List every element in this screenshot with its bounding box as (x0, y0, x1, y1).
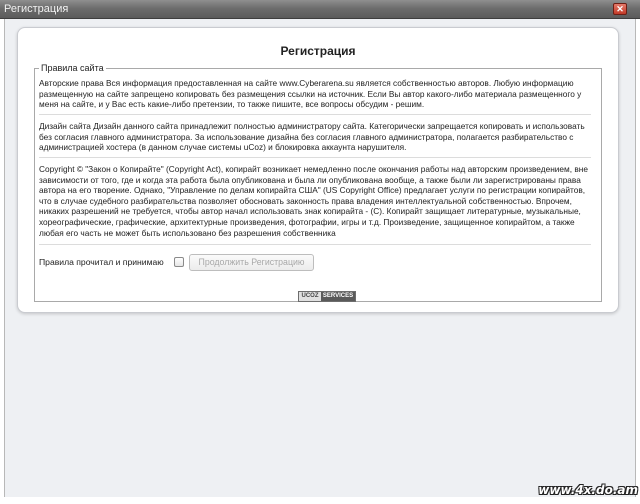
watermark: www.4x.do.am (538, 483, 638, 497)
title-bar[interactable] (0, 0, 640, 19)
page-title: Регистрация (280, 44, 356, 58)
site-rules-fieldset (34, 63, 602, 302)
close-button[interactable] (613, 3, 627, 15)
rules-legend: Правила сайта (41, 63, 104, 73)
window-title: Регистрация (4, 3, 69, 15)
ucoz-services-badge[interactable] (298, 291, 356, 302)
close-icon: ✕ (616, 4, 624, 14)
accept-rules-checkbox[interactable] (174, 257, 184, 267)
rules-paragraph-design: Дизайн сайта Дизайн данного сайта принадлежит полностью администратору сайта. Категорически запрещается копировать и использовать без согласия главного администратора. За использование дизайна без согласия главного администратора, полагается разбирательство с администрацией хостера (в данном случае системы uCoz) и блокировка аккаунта нарушителя. (39, 121, 585, 153)
divider (39, 244, 591, 245)
divider (39, 114, 591, 115)
rules-paragraph-copyright-act: Copyright © "Закон о Копирайте" (Copyright Act), копирайт возникает немедленно после окончания работы над авторским произведением, вне зависимости от того, где и когда эта работа была опубликована и была ли опубликована вообще, а также были ли зарегистрированы права автора на его творение. Однако, "Управление по делам копирайта США" (US Copyright Office) предлагает услуги по регистрации копирайтов, что в случае судебного разбирательства позволяет обосновать законность права владения интеллектуальной собственностью. Впрочем, никаких разрешений не требуется, чтобы автор начал использовать знак копирайта - (С). Копирайт защищает литературные, музыкальные, хореографические, графические, архитектурные произведения, фотографии, игры и т.д. Произведение, защищенное копирайтом, а также любая его часть не может быть использовано без разрешения собственника (39, 164, 588, 238)
rules-paragraph-copyright-notice: Авторские права Вся информация предоставленная на сайте www.Cyberarena.su является собственностью авторов. Любую информацию размещенную на сайте запрещено копировать без размещения ссылки на источник. Если Вы автор какого-либо материала размещенного у меня на сайте, и у Вас есть какие-либо претензии, то также пишите, все вопросы обсудим - решим. (39, 78, 582, 110)
registration-panel (17, 27, 619, 313)
divider (39, 157, 591, 158)
accept-rules-label: Правила прочитал и принимаю (39, 257, 164, 267)
content-area (4, 19, 636, 497)
services-label: SERVICES (322, 293, 354, 299)
continue-registration-button[interactable]: Продолжить Регистрацию (189, 254, 314, 271)
ucoz-logo: UCOZ (299, 292, 321, 301)
